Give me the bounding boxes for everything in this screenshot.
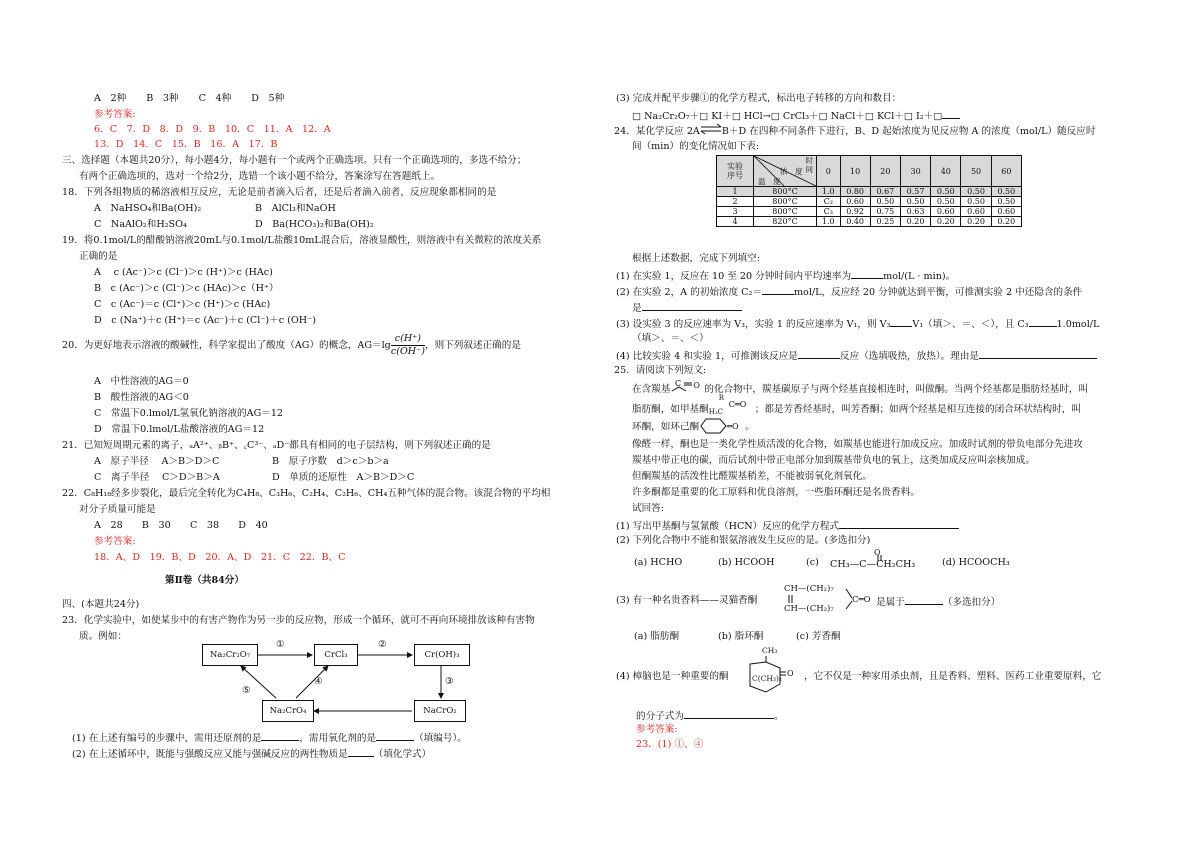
answer-label: 参考答案: — [94, 109, 136, 120]
q21-c: C 离子半径 C＞D＞B＞A — [94, 472, 220, 483]
q24-stem: 24．某化学反应 2A B＋D 在四种不同条件下进行，B、D 起始浓度为见反应物 A 的浓度（mol/L）随反应时 — [614, 126, 1096, 137]
q18-d: D Ba(HCO₃)₂和Ba(OH)₂ — [255, 219, 374, 230]
q25-4-formula: 的分子式为 。 — [636, 708, 784, 724]
header-temp: 温 度 — [758, 177, 781, 186]
q25-2: (2) 下列化合物中不能和银氨溶液发生反应的是。(多选扣分) — [616, 535, 871, 546]
answers-6-12: 6．C 7．D 8．D 9．B 10．C 11．A 12．A — [94, 124, 331, 135]
table-row: 1 800°C 1.0 0.80 0.67 0.57 0.50 0.50 0.50 — [717, 187, 1022, 197]
q22-options: A 28 B 30 C 38 D 40 — [94, 520, 268, 531]
q25-2-c: (c) — [806, 557, 819, 568]
passage-line-6: 但酮羰基的活泼性比醛羰基稍差，不能被弱氧化剂氧化。 — [632, 471, 872, 482]
step-4-label: ④ — [314, 676, 323, 687]
passage-line-5: 羰基中带正电的碳，而后试剂中带正电部分加到羰基带负电的氧上，这类加成反应叫亲核加成。 — [632, 455, 1035, 466]
q20-c: C 常温下0.lmol/L氢氧化钠溶液的AG＝12 — [94, 408, 284, 419]
camphor-structure: CH₃ O C(CH₃)₂ — [740, 646, 796, 702]
reversible-arrow-icon — [700, 124, 722, 134]
answer-23: 23．(1) ①、④ — [636, 739, 704, 750]
q21-a: A 原子半径 A＞B＞D＞C — [94, 456, 220, 467]
q19-d: D c (Na⁺)＋c (H⁺)＝c (Ac⁻)＋c (Cl⁻)＋c (OH⁻) — [94, 315, 316, 326]
time-20: 20 — [870, 156, 900, 187]
step-1-label: ① — [276, 639, 285, 650]
passage-line-3: 环酮，如环己酮 ═O 。 — [632, 420, 755, 435]
concentration-table — [716, 155, 1022, 227]
q25-4-cont: ，它不仅是一种家用杀虫剂，且是香料、塑料、医药工业重要原料，它 — [804, 671, 1102, 682]
time-50: 50 — [961, 156, 991, 187]
passage-line-8: 试回答: — [632, 503, 665, 514]
q25-3: (3) 有一种名贵香料——灵猫香酮 — [616, 595, 758, 606]
q19-a: A c (Ac⁻)＞c (Cl⁻)＞c (H⁺)＞c (HAc) — [94, 267, 273, 278]
q19-c: C c (Ac⁻)＝c (Cl⁺)＞c (H⁺)＞c (HAc) — [94, 299, 271, 310]
q23-1: (1) 在上述有编号的步骤中，需用还原剂的是 ，需用氧化剂的是 （填编号）。 — [72, 730, 467, 746]
answer-label-2: 参考答案: — [94, 536, 136, 547]
header-serial: 实验 序号 — [717, 156, 754, 187]
q23-stem-2: 质。例如： — [79, 631, 127, 642]
header-diagonal — [754, 156, 817, 187]
q17-options: A 2种 B 3种 C 4种 D 5种 — [94, 93, 285, 104]
carbonyl-structure-icon: C O — [670, 380, 704, 392]
box-na2cr2o7: Na₂Cr₂O₇ — [202, 644, 258, 666]
q25-2-a: (a) HCHO — [634, 557, 683, 568]
q24-1: (1) 在实验 1，反应在 10 至 20 分钟时间内平均速率为 mol/(L · min)。 — [616, 268, 955, 284]
time-40: 40 — [931, 156, 961, 187]
header-time: 时 间 — [805, 156, 813, 174]
q18-stem: 18．下列各组物质的稀溶液相互反应，无论是前者滴入后者，还是后者滴入前者，反应现象都相同的是 — [62, 187, 497, 198]
time-30: 30 — [900, 156, 930, 187]
step-2-label: ② — [378, 639, 387, 650]
cyclohexanone-structure: ═O — [699, 420, 745, 434]
q18-b: B AlCl₃和NaOH — [255, 203, 336, 214]
ketone-c-structure: O CH₃—C—CH₂CH₃ — [830, 548, 916, 570]
table-row: 4 820°C 1.0 0.40 0.25 0.20 0.20 0.20 0.20 — [717, 217, 1022, 227]
q23-stem: 23．化学实验中，如使某步中的有害产物作为另一步的反应物，形成一个循环，就可不再向环境排放该种有害物 — [62, 615, 535, 626]
step-3-label: ③ — [445, 676, 454, 687]
q25-3-a: (a) 脂肪酮 — [634, 631, 680, 642]
section3-title-2: 有两个正确选项的，选对一个给2分，选错一个该小题不给分，答案涂写在答题纸上。 — [79, 171, 441, 182]
q20-b: B 酸性溶液的AG＜0 — [94, 392, 189, 403]
q18-a: A NaHSO₄和Ba(OH)₂ — [94, 203, 202, 214]
answer-label-3: 参考答案: — [636, 724, 678, 735]
answers-13-17: 13．D 14．C 15．B 16．A 17．B — [94, 139, 278, 150]
q24-intro: 根据上述数据，完成下列填空: — [632, 253, 760, 264]
table-row: 2 800°C C₂ 0.60 0.50 0.50 0.50 0.50 0.50 — [717, 197, 1022, 207]
passage-line-4: 像醛一样，酮也是一类化学性质活泼的化合物，如羰基也能进行加成反应。加成时试剂的带负电部分先进攻 — [632, 439, 1083, 450]
box-nacro2: NaCrO₂ — [414, 700, 466, 722]
table-row: 3 800°C C₃ 0.92 0.75 0.63 0.60 0.60 0.60 — [717, 207, 1022, 217]
civetone-structure: CH—(CH₂)₇ CH—(CH₂)₇ C═O — [784, 584, 871, 614]
answers-18-22: 18．A、D 19．B、D 20．A、D 21．C 22．B、C — [94, 552, 346, 563]
box-na2cro4: Na₂CrO₄ — [262, 700, 314, 722]
q25-3-c: (c) 芳香酮 — [796, 631, 841, 642]
svg-text:C: C — [675, 379, 682, 388]
q24-2: (2) 在实验 2，A 的初始浓度 C₂＝ mol/L，反应经 20 分钟就达到平衡，可推测实验 2 中还隐含的条件 — [616, 284, 1082, 300]
time-0: 0 — [817, 156, 841, 187]
q24-stem-2: 间（min）的变化情况如下表: — [632, 141, 760, 152]
header-conc: 浓 度 — [780, 167, 803, 176]
q20-stem: 20．为更好地表示溶液的酸碱性，科学家提出了酸度（AG）的概念，AG＝lg $\frac{c(H^+)}{c(OH^-)}$ ，则下列叙述正确的是 — [62, 333, 521, 357]
chromium-cycle-diagram — [186, 639, 518, 724]
passage-line-7: 许多酮都是重要的化工原料和优良溶剂，一些脂环酮还是名贵香料。 — [632, 487, 920, 498]
q25-3-b: (b) 脂环酮 — [718, 631, 764, 642]
q22-stem-2: 对分子质量可能是 — [79, 504, 156, 515]
q19-stem: 19．将0.1mol/L的醋酸钠溶液20mL与0.1mol/L盐酸10mL混合后，溶液显酸性，则溶液中有关微粒的浓度关系 — [62, 235, 542, 246]
q24-3-cont: （填＞、＝、＜） — [632, 333, 709, 344]
q25-stem: 25．请阅读下列短文: — [614, 365, 707, 376]
q24-2-cont: 是 — [632, 300, 742, 316]
methyl-ketone-structure: R H₃C C═O — [708, 394, 747, 416]
q25-2-b: (b) HCOOH — [718, 557, 775, 568]
q23-3: (3) 完成并配平步骤①的化学方程式，标出电子转移的方向和数目： — [616, 93, 902, 104]
q25-1: (1) 写出甲基酮与氢氰酸（HCN）反应的化学方程式 — [616, 518, 959, 534]
q25-2-d: (d) HCOOCH₃ — [942, 557, 1010, 568]
time-60: 60 — [991, 156, 1021, 187]
ag-fraction: $\frac{c(H^+)}{c(OH^-)}$ — [390, 333, 425, 357]
step-5-label: ⑤ — [242, 685, 251, 696]
part2-title: 第Ⅱ卷（共84分） — [165, 575, 244, 586]
q20-a: A 中性溶液的AG＝0 — [94, 376, 189, 387]
q19-b: B c (Ac⁻)＞c (Cl⁻)＞c (HAc)＞c（H⁺） — [94, 283, 279, 294]
cycle-arrows — [186, 642, 518, 724]
section4-title: 四、(本题共24分) — [62, 599, 140, 610]
passage-line-1: 在含羰基 C O 的化合物中，羰基碳原子与两个烃基直接相连时，叫做酮。当两个烃基都是脂肪烃基时，叫 — [632, 379, 1089, 395]
box-croh3: Cr(OH)₃ — [414, 644, 470, 666]
passage-line-2: 脂肪酮，如甲基酮 R H₃C C═O ；都是芳香烃基时，叫芳香酮；如两个烃基是相互连接的闭合环状结构时，叫 — [632, 394, 1081, 416]
q23-3-equation: □ Na₂Cr₂O₇＋□ KI＋□ HCl→□ CrCl₃＋□ NaCl＋□ KCl＋□ I₂＋□ — [632, 108, 960, 124]
q18-c: C NaAlO₂和H₂SO₄ — [94, 219, 187, 230]
q20-d: D 常温下0.lmol/L盐酸溶液的AG＝12 — [94, 424, 265, 435]
q25-3-cont: 是属于 （多选扣分） — [876, 594, 1000, 610]
q21-d: D 单质的还原性 A＞B＞D＞C — [272, 472, 415, 483]
box-crcl3: CrCl₃ — [314, 644, 358, 666]
section3-title: 三、选择题（本题共20分），每小题4分，每小题有一个或两个正确选项。只有一个正确选项的，多选不给分； — [62, 155, 527, 166]
q23-2: (2) 在上述循环中，既能与强酸反应又能与强碱反应的两性物质是 （填化学式） — [72, 746, 431, 762]
q21-b: B 原子序数 d＞c＞b＞a — [272, 456, 389, 467]
q22-stem: 22．C₈H₁₈经多步裂化，最后完全转化为C₄H₈、C₃H₆、C₂H₄、C₂H₆、CH₄五种气体的混合物。该混合物的平均相 — [62, 488, 551, 499]
q25-4: (4) 樟脑也是一种重要的酮 — [616, 671, 729, 682]
q24-3: (3) 设实验 3 的反应速率为 V₃，实验 1 的反应速率为 V₁，则 V₃ V₁（填＞、＝、＜），且 C₃ 1.0mol/L — [616, 316, 1099, 332]
q24-4: (4) 比较实验 4 和实验 1，可推测该反应是 反应（选填吸热，放热）。理由是 — [616, 348, 1097, 364]
time-10: 10 — [840, 156, 870, 187]
q21-stem: 21．已知短周期元素的离子，ₐA²⁺、ᵦB⁺、꜀C³⁻、ₐD⁻都具有相同的电子层结构，则下列叙述正确的是 — [62, 440, 491, 451]
q19-stem-2: 正确的是 — [79, 251, 118, 262]
